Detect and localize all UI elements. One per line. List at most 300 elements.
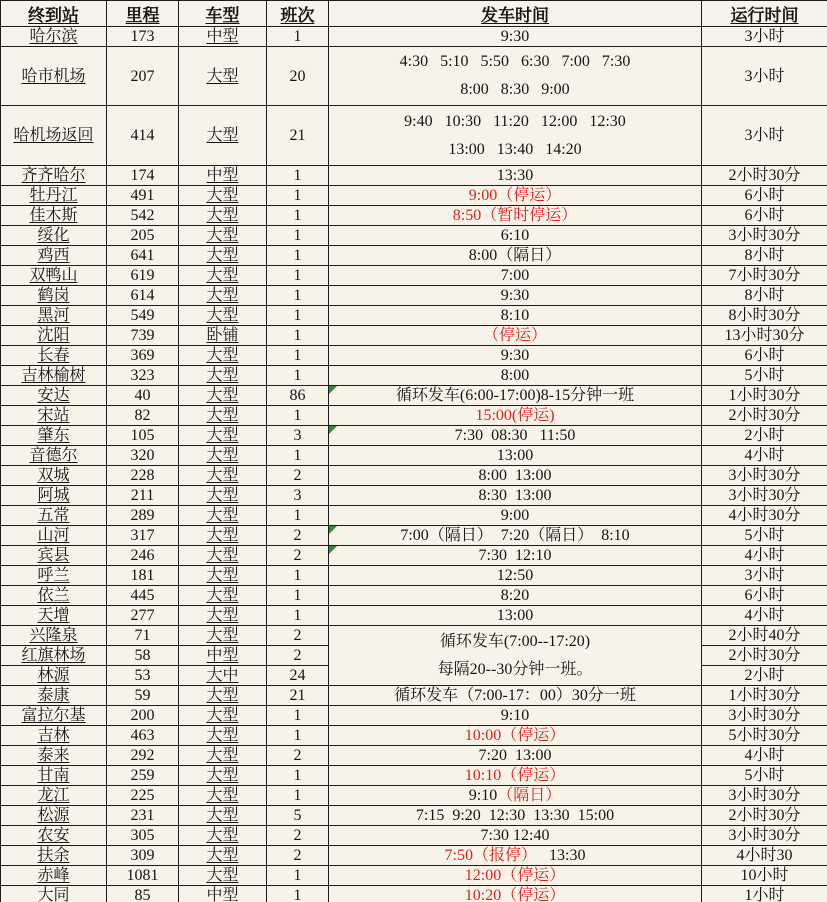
- times-line: [329, 566, 701, 585]
- vehicle-type-cell: 大型: [179, 506, 267, 526]
- frequency-cell: 1: [267, 446, 329, 466]
- mileage-cell: 200: [107, 706, 179, 726]
- mileage-cell: 228: [107, 466, 179, 486]
- times-line: [329, 326, 701, 345]
- table-row: [1, 246, 827, 266]
- vehicle-type-cell: 大型: [179, 366, 267, 386]
- mileage-cell: 739: [107, 326, 179, 346]
- time-text: 9:40 10:30 11:20 12:00 12:30: [404, 112, 626, 130]
- departure-times-cell: [329, 846, 702, 866]
- green-triangle-icon: [329, 526, 337, 534]
- destination-cell: 阿城: [1, 486, 107, 506]
- mileage-cell: 414: [107, 106, 179, 166]
- times-line: [329, 406, 701, 425]
- table-row: [1, 166, 827, 186]
- times-line: [329, 726, 701, 745]
- departure-times-cell: [329, 786, 702, 806]
- departure-times-cell: [329, 566, 702, 586]
- frequency-cell: 1: [267, 866, 329, 886]
- header-departure-time: 发车时间: [329, 1, 702, 27]
- mileage-cell: 445: [107, 586, 179, 606]
- destination-cell: 双鸭山: [1, 266, 107, 286]
- times-line: [329, 306, 701, 325]
- vehicle-type-cell: 大型: [179, 466, 267, 486]
- destination-cell: 安达: [1, 386, 107, 406]
- table-row: [1, 446, 827, 466]
- timetable-body: [1, 27, 827, 902]
- mileage-cell: 173: [107, 27, 179, 47]
- duration-cell: 4小时: [702, 446, 827, 466]
- duration-cell: 3小时30分: [702, 486, 827, 506]
- vehicle-type-cell: 大型: [179, 426, 267, 446]
- mileage-cell: 71: [107, 626, 179, 646]
- time-text: 每隔20--30分钟一班。: [437, 660, 593, 678]
- frequency-cell: 1: [267, 246, 329, 266]
- frequency-cell: 1: [267, 286, 329, 306]
- table-row: [1, 746, 827, 766]
- times-line: [329, 226, 701, 245]
- times-line: [329, 108, 701, 136]
- table-row: [1, 47, 827, 106]
- time-text: 7:15 9:20 12:30 13:30 15:00: [415, 807, 615, 824]
- table-row: [1, 366, 827, 386]
- mileage-cell: 277: [107, 606, 179, 626]
- duration-cell: 3小时: [702, 47, 827, 106]
- departure-times-cell: [329, 686, 702, 706]
- destination-cell: 黑河: [1, 306, 107, 326]
- frequency-cell: 1: [267, 326, 329, 346]
- time-text: 7:30 08:30 11:50: [454, 427, 576, 444]
- departure-times-cell: [329, 306, 702, 326]
- vehicle-type-cell: 大型: [179, 806, 267, 826]
- duration-cell: 4小时30: [702, 846, 827, 866]
- times-line: [329, 206, 701, 225]
- destination-cell: 泰康: [1, 686, 107, 706]
- duration-cell: 10小时: [702, 866, 827, 886]
- frequency-cell: 24: [267, 666, 329, 686]
- vehicle-type-cell: 大型: [179, 186, 267, 206]
- mileage-cell: 105: [107, 426, 179, 446]
- departure-times-cell: [329, 446, 702, 466]
- mileage-cell: 174: [107, 166, 179, 186]
- time-text: 6:10: [500, 227, 530, 244]
- header-row: [1, 1, 827, 27]
- departure-times-cell: [329, 106, 702, 166]
- vehicle-type-cell: 大型: [179, 826, 267, 846]
- frequency-cell: 3: [267, 426, 329, 446]
- duration-cell: 6小时: [702, 346, 827, 366]
- time-text: 8:00 8:30 9:00: [460, 81, 570, 98]
- mileage-cell: 491: [107, 186, 179, 206]
- table-row: [1, 706, 827, 726]
- duration-cell: 5小时: [702, 366, 827, 386]
- departure-times-cell: [329, 226, 702, 246]
- suspended-time-text: 15:00(停运): [475, 407, 555, 424]
- times-line: [329, 446, 701, 465]
- time-text: 9:30: [500, 347, 530, 364]
- destination-cell: 鸡西: [1, 246, 107, 266]
- table-header: [1, 1, 827, 27]
- duration-cell: 3小时30分: [702, 826, 827, 846]
- departure-times-cell: [329, 266, 702, 286]
- frequency-cell: 1: [267, 166, 329, 186]
- mileage-cell: 320: [107, 446, 179, 466]
- vehicle-type-cell: 大型: [179, 546, 267, 566]
- destination-cell: 泰来: [1, 746, 107, 766]
- green-triangle-icon: [329, 546, 337, 554]
- duration-cell: 3小时30分: [702, 466, 827, 486]
- vehicle-type-cell: 大型: [179, 106, 267, 166]
- vehicle-type-cell: 中型: [179, 886, 267, 902]
- duration-cell: 5小时: [702, 766, 827, 786]
- destination-cell: 宋站: [1, 406, 107, 426]
- time-text: 9:30: [500, 28, 530, 45]
- frequency-cell: 1: [267, 886, 329, 902]
- departure-times-cell: [329, 366, 702, 386]
- destination-cell: 富拉尔基: [1, 706, 107, 726]
- time-text: 7:20 13:00: [478, 747, 552, 764]
- suspended-time-text: （停运）: [482, 327, 547, 344]
- mileage-cell: 58: [107, 646, 179, 666]
- departure-times-cell: [329, 386, 702, 406]
- table-row: [1, 386, 827, 406]
- times-line: [329, 886, 701, 902]
- time-text: 13:30: [537, 847, 586, 864]
- frequency-cell: 86: [267, 386, 329, 406]
- times-line: [329, 386, 701, 405]
- frequency-cell: 2: [267, 626, 329, 646]
- mileage-cell: 317: [107, 526, 179, 546]
- vehicle-type-cell: 大型: [179, 266, 267, 286]
- destination-cell: 甘南: [1, 766, 107, 786]
- vehicle-type-cell: 大型: [179, 706, 267, 726]
- mileage-cell: 369: [107, 346, 179, 366]
- times-line: [329, 586, 701, 605]
- departure-times-cell: [329, 166, 702, 186]
- destination-cell: 龙江: [1, 786, 107, 806]
- departure-times-cell: [329, 346, 702, 366]
- mileage-cell: 619: [107, 266, 179, 286]
- time-text: 7:30 12:10: [478, 547, 552, 564]
- times-line: [329, 27, 701, 46]
- mileage-cell: 259: [107, 766, 179, 786]
- suspended-time-text: 10:20（停运）: [464, 887, 566, 902]
- table-row: [1, 726, 827, 746]
- destination-cell: 山河: [1, 526, 107, 546]
- frequency-cell: 1: [267, 406, 329, 426]
- time-text: 8:10: [500, 307, 530, 324]
- destination-cell: 宾县: [1, 546, 107, 566]
- duration-cell: 8小时: [702, 286, 827, 306]
- time-text: 7:30 12:40: [480, 827, 550, 844]
- frequency-cell: 21: [267, 106, 329, 166]
- times-line: [329, 286, 701, 305]
- time-text: 9:10: [500, 707, 530, 724]
- departure-times-cell: [329, 746, 702, 766]
- mileage-cell: 549: [107, 306, 179, 326]
- duration-cell: 2小时30分: [702, 646, 827, 666]
- header-destination: 终到站: [1, 1, 107, 27]
- table-row: [1, 466, 827, 486]
- frequency-cell: 1: [267, 506, 329, 526]
- destination-cell: 林源: [1, 666, 107, 686]
- time-text: 8:00 13:00: [478, 467, 552, 484]
- destination-cell: 肇东: [1, 426, 107, 446]
- table-row: [1, 346, 827, 366]
- duration-cell: 3小时30分: [702, 226, 827, 246]
- time-text: 8:30 13:00: [478, 487, 552, 504]
- departure-times-cell: [329, 286, 702, 306]
- vehicle-type-cell: 大型: [179, 446, 267, 466]
- table-row: [1, 546, 827, 566]
- suspended-time-text: 7:50（报停）: [444, 847, 537, 864]
- departure-times-cell: [329, 466, 702, 486]
- mileage-cell: 205: [107, 226, 179, 246]
- table-row: [1, 786, 827, 806]
- vehicle-type-cell: 大型: [179, 406, 267, 426]
- frequency-cell: 5: [267, 806, 329, 826]
- departure-times-cell: [329, 326, 702, 346]
- time-text: 8:00（隔日）: [468, 247, 562, 264]
- frequency-cell: 1: [267, 586, 329, 606]
- duration-cell: 4小时: [702, 606, 827, 626]
- table-row: [1, 406, 827, 426]
- mileage-cell: 305: [107, 826, 179, 846]
- times-line: [329, 806, 701, 825]
- vehicle-type-cell: 大型: [179, 306, 267, 326]
- frequency-cell: 1: [267, 606, 329, 626]
- table-row: [1, 27, 827, 47]
- duration-cell: 5小时30分: [702, 726, 827, 746]
- times-line: [329, 866, 701, 885]
- departure-times-cell: [329, 47, 702, 106]
- time-text: 8:20: [500, 587, 530, 604]
- frequency-cell: 1: [267, 346, 329, 366]
- destination-cell: 兴隆泉: [1, 626, 107, 646]
- mileage-cell: 181: [107, 566, 179, 586]
- time-text: 9:10: [468, 787, 498, 804]
- duration-cell: 2小时30分: [702, 406, 827, 426]
- frequency-cell: 2: [267, 826, 329, 846]
- frequency-cell: 1: [267, 366, 329, 386]
- destination-cell: 长春: [1, 346, 107, 366]
- table-row: [1, 266, 827, 286]
- time-text: 9:00: [500, 507, 530, 524]
- mileage-cell: 309: [107, 846, 179, 866]
- mileage-cell: 323: [107, 366, 179, 386]
- duration-cell: 2小时: [702, 426, 827, 446]
- table-row: [1, 506, 827, 526]
- vehicle-type-cell: 大型: [179, 766, 267, 786]
- vehicle-type-cell: 大型: [179, 486, 267, 506]
- table-row: [1, 106, 827, 166]
- frequency-cell: 1: [267, 186, 329, 206]
- mileage-cell: 1081: [107, 866, 179, 886]
- duration-cell: 4小时: [702, 546, 827, 566]
- vehicle-type-cell: 大型: [179, 47, 267, 106]
- departure-times-cell: [329, 406, 702, 426]
- duration-cell: 3小时30分: [702, 786, 827, 806]
- mileage-cell: 231: [107, 806, 179, 826]
- departure-times-cell: [329, 206, 702, 226]
- duration-cell: 4小时: [702, 746, 827, 766]
- vehicle-type-cell: 大型: [179, 726, 267, 746]
- duration-cell: 6小时: [702, 186, 827, 206]
- duration-cell: 1小时: [702, 886, 827, 902]
- duration-cell: 6小时: [702, 586, 827, 606]
- departure-times-cell: [329, 426, 702, 446]
- frequency-cell: 2: [267, 526, 329, 546]
- frequency-cell: 1: [267, 786, 329, 806]
- destination-cell: 扶余: [1, 846, 107, 866]
- times-line: [329, 606, 701, 625]
- vehicle-type-cell: 大型: [179, 846, 267, 866]
- mileage-cell: 614: [107, 286, 179, 306]
- times-line: [329, 656, 701, 684]
- time-text: 7:00: [500, 267, 530, 284]
- times-line: [329, 246, 701, 265]
- times-line: [329, 76, 701, 104]
- mileage-cell: 542: [107, 206, 179, 226]
- destination-cell: 双城: [1, 466, 107, 486]
- times-line: [329, 506, 701, 525]
- destination-cell: 农安: [1, 826, 107, 846]
- destination-cell: 绥化: [1, 226, 107, 246]
- destination-cell: 松源: [1, 806, 107, 826]
- vehicle-type-cell: 大型: [179, 746, 267, 766]
- times-line: [329, 346, 701, 365]
- times-line: [329, 746, 701, 765]
- table-row: [1, 526, 827, 546]
- departure-times-cell: [329, 586, 702, 606]
- vehicle-type-cell: 大型: [179, 246, 267, 266]
- vehicle-type-cell: 卧铺: [179, 326, 267, 346]
- time-text: 8:00: [500, 367, 530, 384]
- destination-cell: 齐齐哈尔: [1, 166, 107, 186]
- time-text: 12:50: [496, 567, 534, 584]
- table-row: [1, 606, 827, 626]
- suspended-time-text: 12:00（停运）: [464, 867, 566, 884]
- mileage-cell: 292: [107, 746, 179, 766]
- frequency-cell: 1: [267, 27, 329, 47]
- table-row: [1, 886, 827, 902]
- frequency-cell: 2: [267, 646, 329, 666]
- table-row: [1, 766, 827, 786]
- table-row: [1, 306, 827, 326]
- time-text: 循环发车(6:00-17:00)8-15分钟一班: [395, 387, 635, 404]
- frequency-cell: 2: [267, 846, 329, 866]
- times-line: [329, 166, 701, 185]
- header-frequency: 班次: [267, 1, 329, 27]
- times-line: [329, 136, 701, 164]
- destination-cell: 依兰: [1, 586, 107, 606]
- mileage-cell: 53: [107, 666, 179, 686]
- destination-cell: 红旗林场: [1, 646, 107, 666]
- table-row: [1, 806, 827, 826]
- duration-cell: 3小时: [702, 566, 827, 586]
- suspended-time-text: （隔日）: [497, 787, 562, 804]
- table-row: [1, 566, 827, 586]
- vehicle-type-cell: 大型: [179, 346, 267, 366]
- duration-cell: 3小时: [702, 106, 827, 166]
- frequency-cell: 21: [267, 686, 329, 706]
- departure-times-cell: [329, 806, 702, 826]
- suspended-time-text: 9:00（停运）: [468, 187, 562, 204]
- duration-cell: 13小时30分: [702, 326, 827, 346]
- vehicle-type-cell: 大型: [179, 606, 267, 626]
- frequency-cell: 1: [267, 726, 329, 746]
- departure-times-cell: [329, 826, 702, 846]
- times-line: [329, 628, 701, 656]
- destination-cell: 赤峰: [1, 866, 107, 886]
- vehicle-type-cell: 大型: [179, 586, 267, 606]
- destination-cell: 音德尔: [1, 446, 107, 466]
- time-text: 13:00: [496, 607, 534, 624]
- duration-cell: 2小时40分: [702, 626, 827, 646]
- frequency-cell: 2: [267, 746, 329, 766]
- table-row: [1, 586, 827, 606]
- frequency-cell: 1: [267, 226, 329, 246]
- vehicle-type-cell: 大型: [179, 566, 267, 586]
- duration-cell: 2小时30分: [702, 806, 827, 826]
- time-text: 7:00（隔日） 7:20（隔日） 8:10: [400, 527, 630, 544]
- times-line: [329, 826, 701, 845]
- mileage-cell: 211: [107, 486, 179, 506]
- frequency-cell: 1: [267, 566, 329, 586]
- mileage-cell: 59: [107, 686, 179, 706]
- vehicle-type-cell: 大型: [179, 626, 267, 646]
- destination-cell: 鹤岗: [1, 286, 107, 306]
- duration-cell: 8小时30分: [702, 306, 827, 326]
- vehicle-type-cell: 中型: [179, 646, 267, 666]
- suspended-time-text: 10:10（停运）: [464, 767, 566, 784]
- departure-times-cell: [329, 866, 702, 886]
- vehicle-type-cell: 中型: [179, 166, 267, 186]
- table-row: [1, 486, 827, 506]
- departure-times-cell: [329, 486, 702, 506]
- duration-cell: 3小时30分: [702, 706, 827, 726]
- frequency-cell: 2: [267, 466, 329, 486]
- time-text: 循环发车（7:00-17：00）30分一班: [394, 687, 636, 704]
- time-text: 13:00 13:40 14:20: [448, 140, 582, 158]
- green-triangle-icon: [329, 386, 337, 394]
- table-row: [1, 826, 827, 846]
- green-triangle-icon: [329, 426, 337, 434]
- vehicle-type-cell: 大型: [179, 206, 267, 226]
- destination-cell: 哈尔滨: [1, 27, 107, 47]
- vehicle-type-cell: 大型: [179, 786, 267, 806]
- vehicle-type-cell: 大型: [179, 526, 267, 546]
- vehicle-type-cell: 大型: [179, 286, 267, 306]
- suspended-time-text: 8:50（暂时停运）: [452, 207, 578, 224]
- duration-cell: 1小时30分: [702, 686, 827, 706]
- departure-times-cell: [329, 766, 702, 786]
- time-text: 13:30: [496, 167, 534, 184]
- frequency-cell: 1: [267, 306, 329, 326]
- times-line: [329, 526, 701, 545]
- time-text: 13:00: [496, 447, 534, 464]
- mileage-cell: 289: [107, 506, 179, 526]
- times-line: [329, 546, 701, 565]
- header-running-time: 运行时间: [702, 1, 827, 27]
- destination-cell: 哈机场返回: [1, 106, 107, 166]
- vehicle-type-cell: 大中: [179, 666, 267, 686]
- departure-times-cell: [329, 626, 702, 686]
- times-line: [329, 846, 701, 865]
- duration-cell: 2小时: [702, 666, 827, 686]
- vehicle-type-cell: 大型: [179, 866, 267, 886]
- departure-times-cell: [329, 886, 702, 902]
